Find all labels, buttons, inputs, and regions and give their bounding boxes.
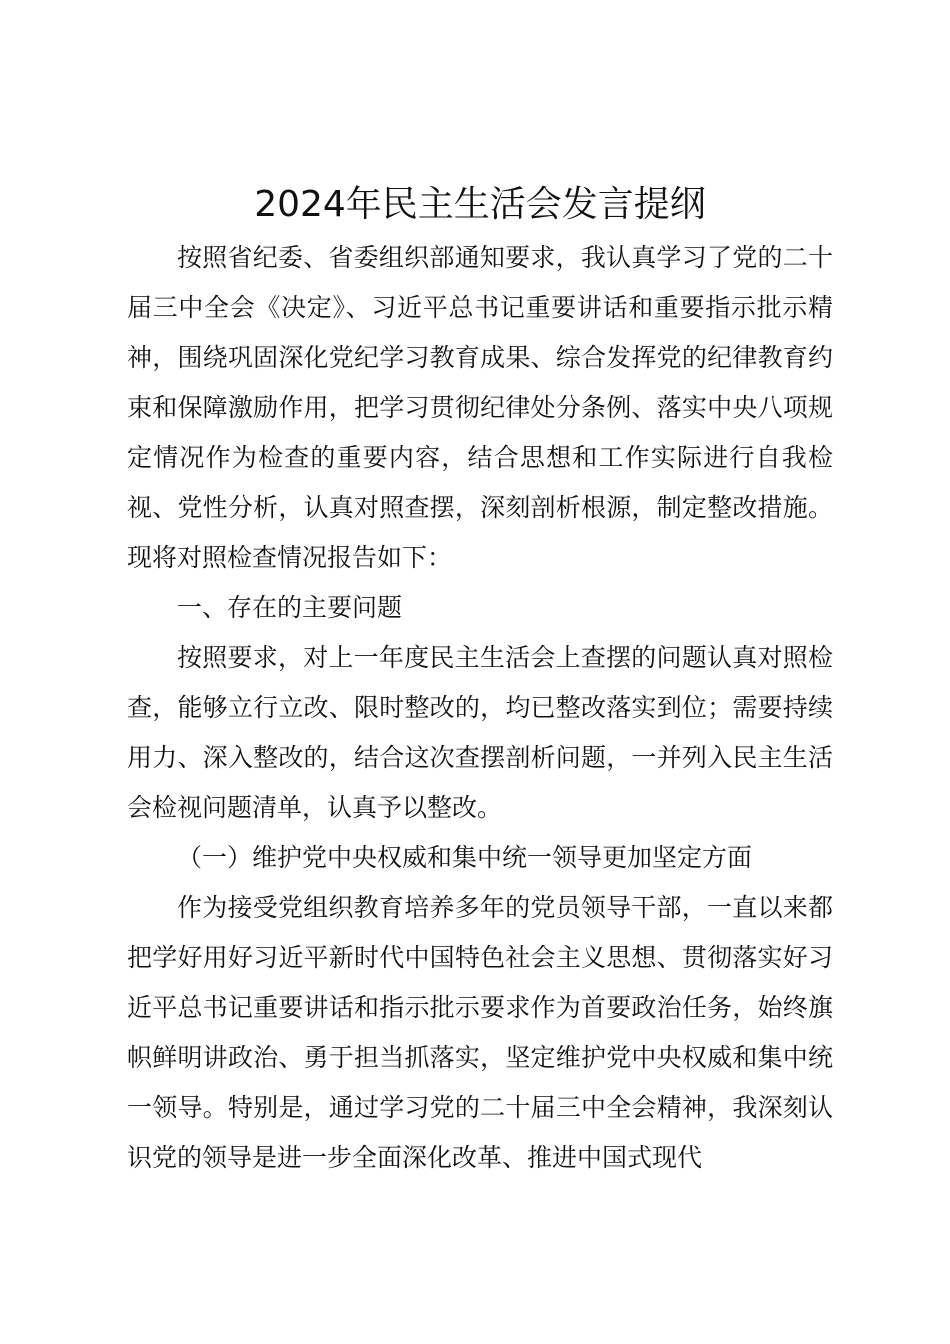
subsection-1-paragraph: 作为接受党组织教育培养多年的党员领导干部，一直以来都把学好用好习近平新时代中国特色社会主义思想、贯彻落实好习近平总书记重要讲话和指示批示要求作为首要政治任务，始终旗帜鲜明讲政治、勇于担当抓落实，坚定维护党中央权威和集中统一领导。特别是，通过学习党的二十届三中全会精神，我深刻认识党的领导是进一步全面深化改革、推进中国式现代 xyxy=(127,893,833,1172)
section-heading-main-problems: 一、存在的主要问题 xyxy=(177,593,403,622)
document-body xyxy=(127,233,833,1183)
intro-paragraph: 按照省纪委、省委组织部通知要求，我认真学习了党的二十届三中全会《决定》、习近平总书记重要讲话和重要指示批示精神，围绕巩固深化党纪学习教育成果、综合发挥党的纪律教育约束和保障激励作用，把学习贯彻纪律处分条例、落实中央八项规定情况作为检查的重要内容，结合思想和工作实际进行自我检视、党性分析，认真对照查摆，深刻剖析根源，制定整改措施。现将对照检查情况报告如下： xyxy=(127,243,833,572)
rectification-paragraph: 按照要求，对上一年度民主生活会上查摆的问题认真对照检查，能够立行立改、限时整改的，均已整改落实到位；需要持续用力、深入整改的，结合这次查摆剖析问题，一并列入民主生活会检视问题清单，认真予以整改。 xyxy=(127,643,833,822)
document-title: 2024年民主生活会发言提纲 xyxy=(254,184,706,225)
subsection-heading-1: （一）维护党中央权威和集中统一领导更加坚定方面 xyxy=(177,843,753,872)
